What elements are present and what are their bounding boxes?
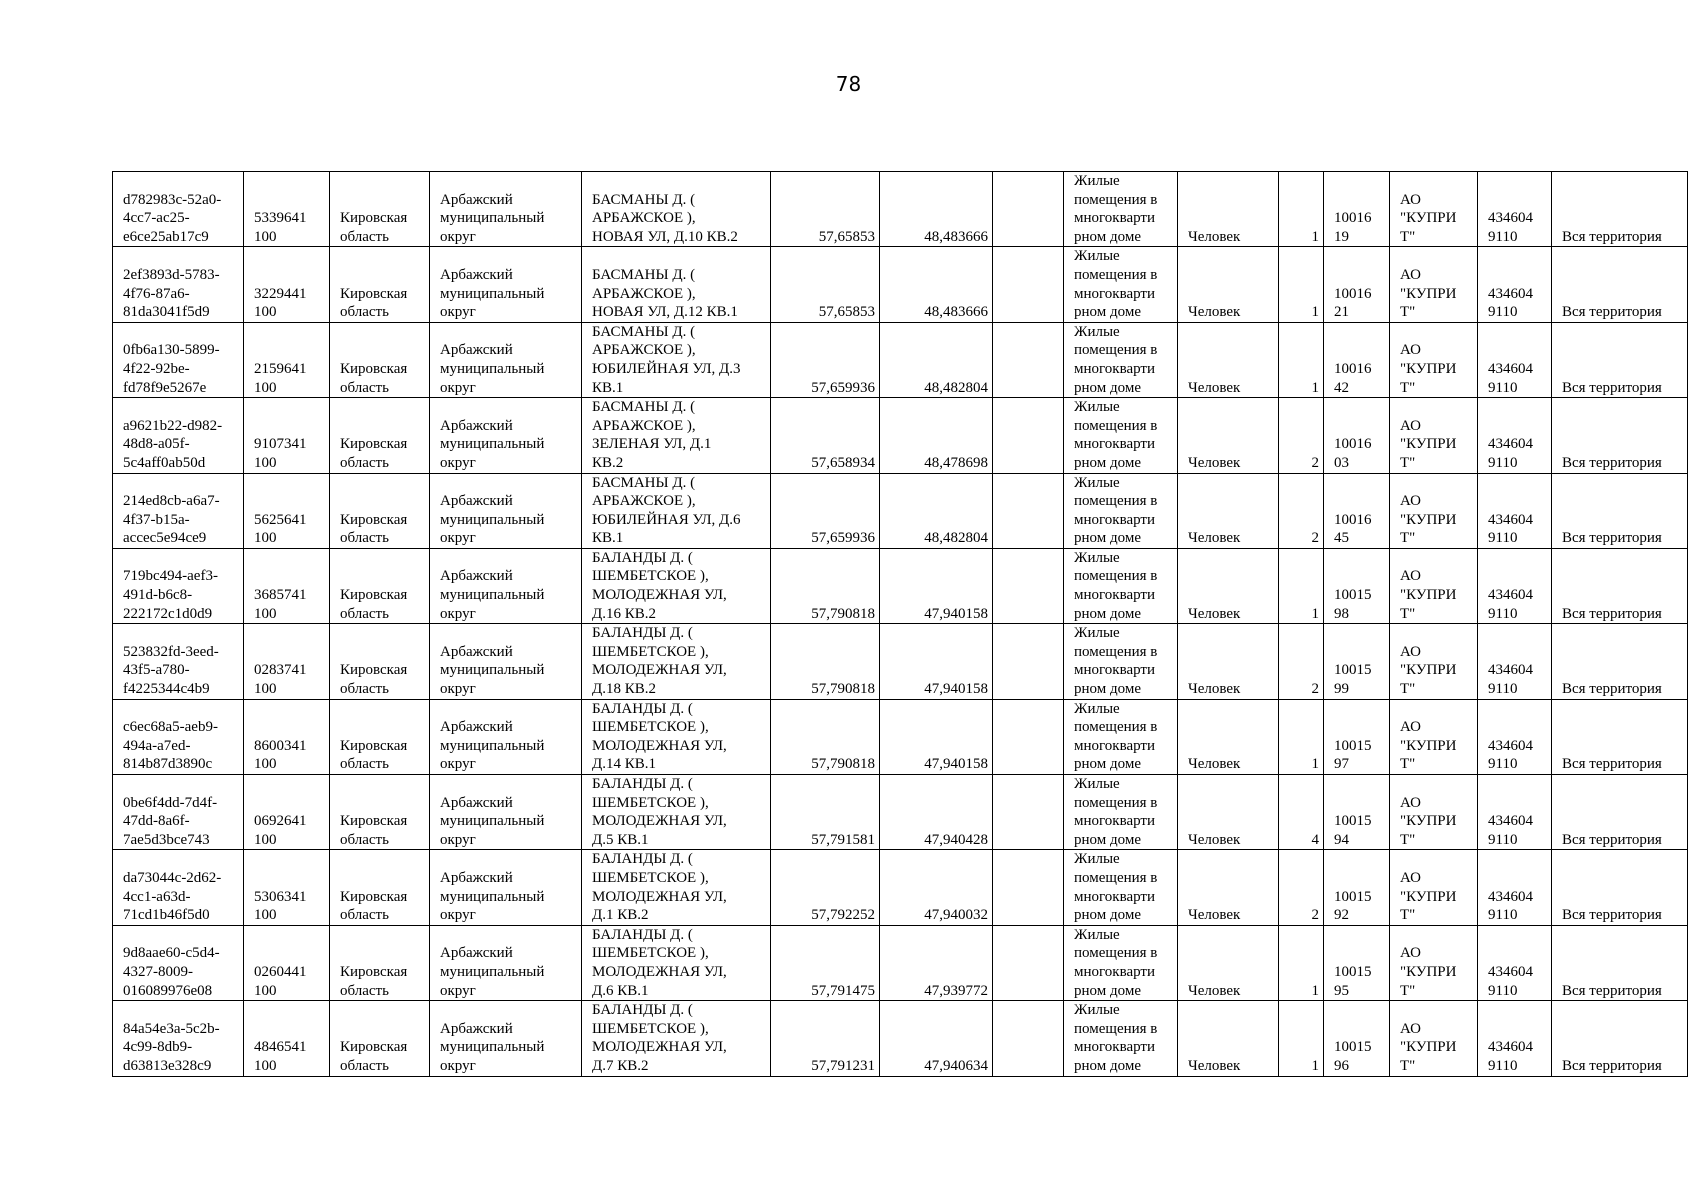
territory-cell: Вся территория [1552,548,1688,623]
unit-cell: Человек [1178,322,1279,397]
latitude-cell: 57,791231 [771,1001,880,1076]
quantity-cell: 1 [1279,247,1324,322]
latitude-cell: 57,65853 [771,247,880,322]
table-row [113,925,1688,1000]
row-id-cell: 719bc494-aef3- 491d-b6c8- 222172c1d0d9 [113,548,244,623]
territory-cell: Вся территория [1552,624,1688,699]
empty-cell [993,398,1064,473]
longitude-cell: 48,482804 [880,473,993,548]
empty-cell [993,473,1064,548]
organization-cell: АО "КУПРИ Т" [1390,699,1478,774]
territory-cell: Вся территория [1552,322,1688,397]
region-cell: Кировская область [330,172,430,247]
row-code-cell: 0692641 100 [244,775,330,850]
table-row [113,548,1688,623]
point-code-cell: 10015 92 [1324,850,1390,925]
row-id-cell: 9d8aae60-c5d4- 4327-8009- 016089976e08 [113,925,244,1000]
row-code-cell: 0260441 100 [244,925,330,1000]
district-cell: Арбажский муниципальный округ [430,172,582,247]
organization-cell: АО "КУПРИ Т" [1390,548,1478,623]
quantity-cell: 1 [1279,699,1324,774]
point-code-cell: 10015 99 [1324,624,1390,699]
table-body [113,172,1688,1077]
point-code-cell: 10015 97 [1324,699,1390,774]
premises-type-cell: Жилые помещения в многокварти рном доме [1064,624,1178,699]
inn-cell: 434604 9110 [1478,548,1552,623]
row-code-cell: 3229441 100 [244,247,330,322]
organization-cell: АО "КУПРИ Т" [1390,247,1478,322]
table-row [113,624,1688,699]
address-cell: БАЛАНДЫ Д. ( ШЕМБЕТСКОЕ ), МОЛОДЕЖНАЯ УЛ, Д.1 КВ.2 [582,850,771,925]
longitude-cell: 48,483666 [880,172,993,247]
unit-cell: Человек [1178,398,1279,473]
quantity-cell: 2 [1279,398,1324,473]
row-code-cell: 0283741 100 [244,624,330,699]
unit-cell: Человек [1178,699,1279,774]
empty-cell [993,624,1064,699]
territory-cell: Вся территория [1552,473,1688,548]
empty-cell [993,172,1064,247]
empty-cell [993,247,1064,322]
territory-cell: Вся территория [1552,398,1688,473]
data-table [112,171,1688,1077]
district-cell: Арбажский муниципальный округ [430,548,582,623]
district-cell: Арбажский муниципальный округ [430,247,582,322]
region-cell: Кировская область [330,775,430,850]
region-cell: Кировская область [330,473,430,548]
longitude-cell: 47,940158 [880,699,993,774]
unit-cell: Человек [1178,925,1279,1000]
address-cell: БАСМАНЫ Д. ( АРБАЖСКОЕ ), НОВАЯ УЛ, Д.10 КВ.2 [582,172,771,247]
table-row [113,398,1688,473]
inn-cell: 434604 9110 [1478,322,1552,397]
latitude-cell: 57,792252 [771,850,880,925]
address-cell: БАЛАНДЫ Д. ( ШЕМБЕТСКОЕ ), МОЛОДЕЖНАЯ УЛ, Д.7 КВ.2 [582,1001,771,1076]
district-cell: Арбажский муниципальный округ [430,473,582,548]
region-cell: Кировская область [330,548,430,623]
row-code-cell: 2159641 100 [244,322,330,397]
row-id-cell: 214ed8cb-a6a7- 4f37-b15a- accec5e94ce9 [113,473,244,548]
table-row [113,699,1688,774]
organization-cell: АО "КУПРИ Т" [1390,775,1478,850]
row-code-cell: 8600341 100 [244,699,330,774]
address-cell: БАЛАНДЫ Д. ( ШЕМБЕТСКОЕ ), МОЛОДЕЖНАЯ УЛ, Д.5 КВ.1 [582,775,771,850]
point-code-cell: 10016 42 [1324,322,1390,397]
latitude-cell: 57,790818 [771,624,880,699]
organization-cell: АО "КУПРИ Т" [1390,473,1478,548]
unit-cell: Человек [1178,548,1279,623]
inn-cell: 434604 9110 [1478,1001,1552,1076]
address-cell: БАСМАНЫ Д. ( АРБАЖСКОЕ ), НОВАЯ УЛ, Д.12 КВ.1 [582,247,771,322]
latitude-cell: 57,791581 [771,775,880,850]
territory-cell: Вся территория [1552,699,1688,774]
address-cell: БАЛАНДЫ Д. ( ШЕМБЕТСКОЕ ), МОЛОДЕЖНАЯ УЛ, Д.16 КВ.2 [582,548,771,623]
longitude-cell: 48,482804 [880,322,993,397]
district-cell: Арбажский муниципальный округ [430,398,582,473]
unit-cell: Человек [1178,1001,1279,1076]
table-row [113,1001,1688,1076]
quantity-cell: 1 [1279,322,1324,397]
row-code-cell: 5306341 100 [244,850,330,925]
latitude-cell: 57,790818 [771,699,880,774]
empty-cell [993,548,1064,623]
inn-cell: 434604 9110 [1478,398,1552,473]
district-cell: Арбажский муниципальный округ [430,624,582,699]
region-cell: Кировская область [330,398,430,473]
empty-cell [993,775,1064,850]
row-id-cell: 2ef3893d-5783- 4f76-87a6- 81da3041f5d9 [113,247,244,322]
table-row [113,247,1688,322]
unit-cell: Человек [1178,850,1279,925]
district-cell: Арбажский муниципальный округ [430,1001,582,1076]
quantity-cell: 1 [1279,925,1324,1000]
page-number: 78 [835,72,862,96]
organization-cell: АО "КУПРИ Т" [1390,398,1478,473]
latitude-cell: 57,791475 [771,925,880,1000]
territory-cell: Вся территория [1552,172,1688,247]
point-code-cell: 10015 98 [1324,548,1390,623]
table-row [113,775,1688,850]
latitude-cell: 57,658934 [771,398,880,473]
inn-cell: 434604 9110 [1478,850,1552,925]
quantity-cell: 1 [1279,548,1324,623]
district-cell: Арбажский муниципальный округ [430,699,582,774]
address-cell: БАЛАНДЫ Д. ( ШЕМБЕТСКОЕ ), МОЛОДЕЖНАЯ УЛ, Д.18 КВ.2 [582,624,771,699]
region-cell: Кировская область [330,850,430,925]
quantity-cell: 1 [1279,1001,1324,1076]
table-row [113,473,1688,548]
row-id-cell: 0fb6a130-5899- 4f22-92be- fd78f9e5267e [113,322,244,397]
longitude-cell: 47,940158 [880,624,993,699]
longitude-cell: 48,483666 [880,247,993,322]
latitude-cell: 57,659936 [771,322,880,397]
region-cell: Кировская область [330,624,430,699]
row-code-cell: 3685741 100 [244,548,330,623]
inn-cell: 434604 9110 [1478,247,1552,322]
quantity-cell: 1 [1279,172,1324,247]
premises-type-cell: Жилые помещения в многокварти рном доме [1064,850,1178,925]
organization-cell: АО "КУПРИ Т" [1390,624,1478,699]
point-code-cell: 10015 96 [1324,1001,1390,1076]
premises-type-cell: Жилые помещения в многокварти рном доме [1064,473,1178,548]
address-cell: БАСМАНЫ Д. ( АРБАЖСКОЕ ), ЮБИЛЕЙНАЯ УЛ, Д.3 КВ.1 [582,322,771,397]
premises-type-cell: Жилые помещения в многокварти рном доме [1064,322,1178,397]
inn-cell: 434604 9110 [1478,775,1552,850]
row-id-cell: d782983c-52a0- 4cc7-ac25- e6ce25ab17c9 [113,172,244,247]
region-cell: Кировская область [330,699,430,774]
point-code-cell: 10016 19 [1324,172,1390,247]
address-cell: БАЛАНДЫ Д. ( ШЕМБЕТСКОЕ ), МОЛОДЕЖНАЯ УЛ, Д.6 КВ.1 [582,925,771,1000]
point-code-cell: 10015 94 [1324,775,1390,850]
longitude-cell: 48,478698 [880,398,993,473]
organization-cell: АО "КУПРИ Т" [1390,172,1478,247]
quantity-cell: 4 [1279,775,1324,850]
territory-cell: Вся территория [1552,247,1688,322]
table-row [113,322,1688,397]
unit-cell: Человек [1178,247,1279,322]
territory-cell: Вся территория [1552,1001,1688,1076]
latitude-cell: 57,790818 [771,548,880,623]
row-code-cell: 4846541 100 [244,1001,330,1076]
premises-type-cell: Жилые помещения в многокварти рном доме [1064,775,1178,850]
row-id-cell: c6ec68a5-aeb9- 494a-a7ed- 814b87d3890c [113,699,244,774]
organization-cell: АО "КУПРИ Т" [1390,850,1478,925]
inn-cell: 434604 9110 [1478,172,1552,247]
premises-type-cell: Жилые помещения в многокварти рном доме [1064,1001,1178,1076]
address-cell: БАСМАНЫ Д. ( АРБАЖСКОЕ ), ЗЕЛЕНАЯ УЛ, Д.1 КВ.2 [582,398,771,473]
premises-type-cell: Жилые помещения в многокварти рном доме [1064,548,1178,623]
empty-cell [993,322,1064,397]
premises-type-cell: Жилые помещения в многокварти рном доме [1064,699,1178,774]
longitude-cell: 47,940158 [880,548,993,623]
point-code-cell: 10016 45 [1324,473,1390,548]
row-id-cell: a9621b22-d982- 48d8-a05f- 5c4aff0ab50d [113,398,244,473]
region-cell: Кировская область [330,247,430,322]
row-code-cell: 5339641 100 [244,172,330,247]
quantity-cell: 2 [1279,473,1324,548]
unit-cell: Человек [1178,624,1279,699]
premises-type-cell: Жилые помещения в многокварти рном доме [1064,398,1178,473]
table-row [113,172,1688,247]
organization-cell: АО "КУПРИ Т" [1390,322,1478,397]
territory-cell: Вся территория [1552,925,1688,1000]
point-code-cell: 10016 03 [1324,398,1390,473]
latitude-cell: 57,659936 [771,473,880,548]
inn-cell: 434604 9110 [1478,925,1552,1000]
longitude-cell: 47,940428 [880,775,993,850]
empty-cell [993,1001,1064,1076]
region-cell: Кировская область [330,322,430,397]
region-cell: Кировская область [330,925,430,1000]
longitude-cell: 47,939772 [880,925,993,1000]
inn-cell: 434604 9110 [1478,699,1552,774]
territory-cell: Вся территория [1552,850,1688,925]
quantity-cell: 2 [1279,624,1324,699]
organization-cell: АО "КУПРИ Т" [1390,1001,1478,1076]
unit-cell: Человек [1178,172,1279,247]
district-cell: Арбажский муниципальный округ [430,925,582,1000]
inn-cell: 434604 9110 [1478,624,1552,699]
district-cell: Арбажский муниципальный округ [430,850,582,925]
unit-cell: Человек [1178,473,1279,548]
district-cell: Арбажский муниципальный округ [430,322,582,397]
row-id-cell: da73044c-2d62- 4cc1-a63d- 71cd1b46f5d0 [113,850,244,925]
empty-cell [993,850,1064,925]
longitude-cell: 47,940634 [880,1001,993,1076]
premises-type-cell: Жилые помещения в многокварти рном доме [1064,172,1178,247]
longitude-cell: 47,940032 [880,850,993,925]
premises-type-cell: Жилые помещения в многокварти рном доме [1064,925,1178,1000]
organization-cell: АО "КУПРИ Т" [1390,925,1478,1000]
point-code-cell: 10016 21 [1324,247,1390,322]
table-row [113,850,1688,925]
territory-cell: Вся территория [1552,775,1688,850]
empty-cell [993,699,1064,774]
row-code-cell: 5625641 100 [244,473,330,548]
inn-cell: 434604 9110 [1478,473,1552,548]
latitude-cell: 57,65853 [771,172,880,247]
district-cell: Арбажский муниципальный округ [430,775,582,850]
address-cell: БАСМАНЫ Д. ( АРБАЖСКОЕ ), ЮБИЛЕЙНАЯ УЛ, Д.6 КВ.1 [582,473,771,548]
quantity-cell: 2 [1279,850,1324,925]
unit-cell: Человек [1178,775,1279,850]
premises-type-cell: Жилые помещения в многокварти рном доме [1064,247,1178,322]
row-id-cell: 523832fd-3eed- 43f5-a780- f4225344c4b9 [113,624,244,699]
point-code-cell: 10015 95 [1324,925,1390,1000]
row-code-cell: 9107341 100 [244,398,330,473]
row-id-cell: 0be6f4dd-7d4f- 47dd-8a6f- 7ae5d3bce743 [113,775,244,850]
row-id-cell: 84a54e3a-5c2b- 4c99-8db9- d63813e328c9 [113,1001,244,1076]
region-cell: Кировская область [330,1001,430,1076]
empty-cell [993,925,1064,1000]
address-cell: БАЛАНДЫ Д. ( ШЕМБЕТСКОЕ ), МОЛОДЕЖНАЯ УЛ, Д.14 КВ.1 [582,699,771,774]
